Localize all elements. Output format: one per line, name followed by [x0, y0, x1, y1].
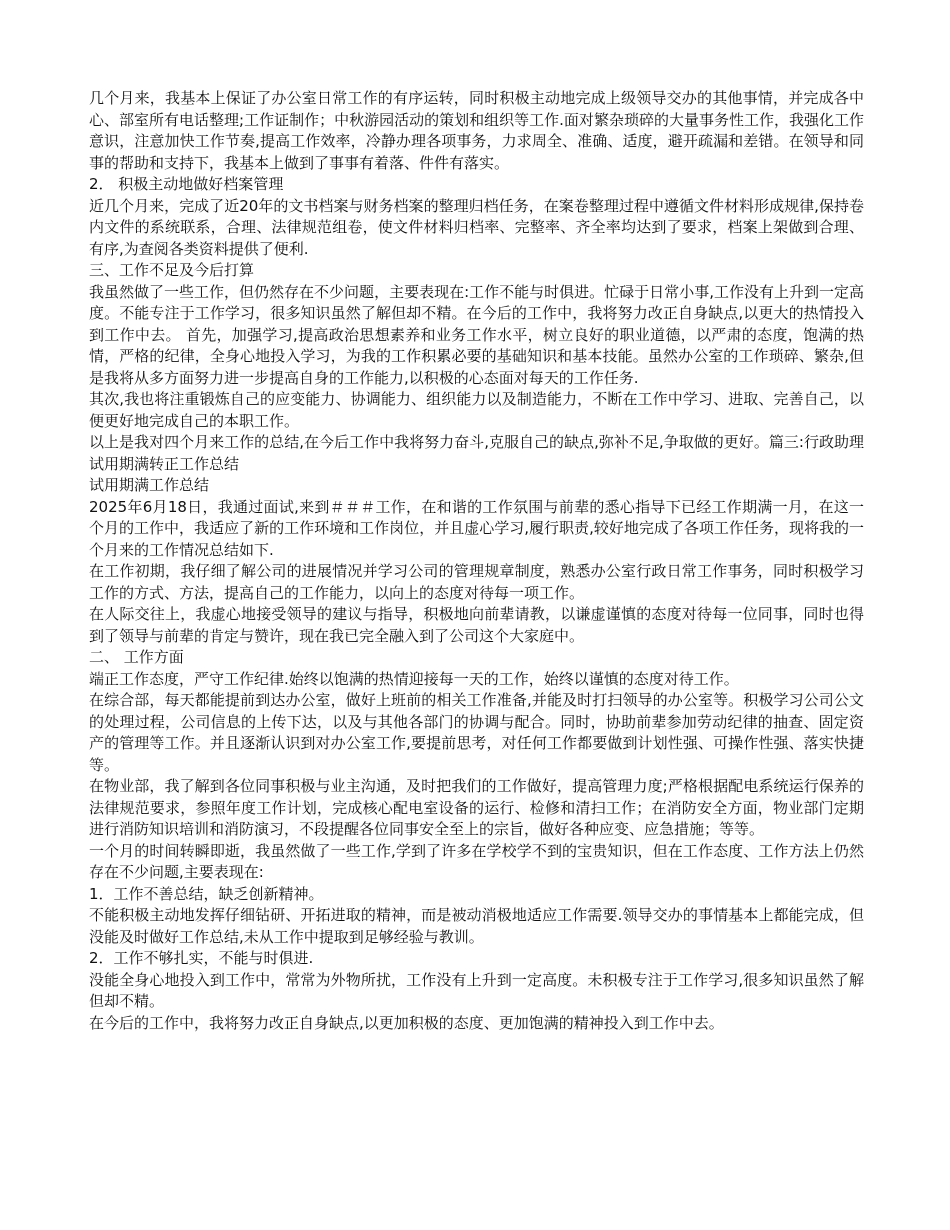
paragraph: 其次,我也将注重锻炼自己的应变能力、协调能力、组织能力以及制造能力，不断在工作中学习、进取、完善自己，以便更好地完成自己的本职工作。 — [89, 390, 864, 430]
paragraph: 2025年6月18日，我通过面试,来到＃＃＃工作，在和谐的工作氛围与前辈的悉心指导下已经工作期满一月，在这一个月的工作中，我适应了新的工作环境和工作岗位，并且虚心学习,履行职责,较好地完成了各项工作任务，现将我的一个月来的工作情况总结如下. — [89, 497, 864, 559]
paragraph: 几个月来，我基本上保证了办公室日常工作的有序运转，同时积极主动地完成上级领导交办的其他事情，并完成各中心、部室所有电话整理;工作证制作；中秋游园活动的策划和组织等工作.面对繁杂琐碎的大量事务性工作，我强化工作意识，注意加快工作节奏,提高工作效率，冷静办理各项事务，力求周全、准确、适度，避开疏漏和差错。在领导和同事的帮助和支持下，我基本上做到了事事有着落、件件有落实。 — [89, 89, 864, 172]
section-heading: 二、 工作方面 — [89, 648, 184, 666]
paragraph: 在综合部，每天都能提前到达办公室，做好上班前的相关工作准备,并能及时打扫领导的办公室等。积极学习公司公文的处理过程，公司信息的上传下达，以及与其他各部门的协调与配合。同时，协助前辈参加劳动纪律的抽查、固定资产的管理等工作。并且逐渐认识到对办公室工作,要提前思考，对任何工作都要做到计划性强、可操作性强、落实快捷等。 — [89, 691, 864, 774]
paragraph: 在物业部，我了解到各位同事积极与业主沟通，及时把我们的工作做好，提高管理力度;严格根据配电系统运行保养的法律规范要求，参照年度工作计划，完成核心配电室设备的运行、检修和清扫工作；在消防安全方面，物业部门定期进行消防知识培训和消防演习，不段提醒各位同事安全至上的宗旨，做好各种应变、应急措施；等等。 — [89, 777, 864, 838]
paragraph: 不能积极主动地发挥仔细钻研、开拓进取的精神，而是被动消极地适应工作需要.领导交办的事情基本上都能完成，但没能及时做好工作总结,未从工作中提取到足够经验与教训。 — [89, 906, 864, 946]
paragraph: 近几个月来，完成了近20年的文书档案与财务档案的整理归档任务，在案卷整理过程中遵循文件材料形成规律,保持卷内文件的系统联系，合理、法律规范组卷，使文件材料归档率、完整率、齐全率均达到了要求，档案上架做到合理、有序,为查阅各类资料提供了便利. — [89, 196, 864, 258]
section-heading: 1．工作不善总结，缺乏创新精神。 — [89, 884, 324, 903]
section-heading: 2．工作不够扎实，不能与时俱进. — [89, 949, 314, 967]
paragraph: 我虽然做了一些工作，但仍然存在不少问题，主要表现在:工作不能与时俱进。忙碌于日常小事,工作没有上升到一定高度。不能专注于工作学习，很多知识虽然了解但却不精。在今后的工作中，我将努力改正自身缺点,以更大的热情投入到工作中去。 首先，加强学习,提高政治思想素养和业务工作水平，树立良好的职业道德，以严肃的态度，饱满的热情，严格的纪律，全身心地投入学习，为我的工作积累必要的基础知识和基本技能。虽然办公室的工作琐碎、繁杂,但是我将从多方面努力进一步提高自身的工作能力,以积极的心态面对每天的工作任务. — [89, 282, 864, 387]
section-heading: 三、工作不足及今后打算 — [89, 261, 255, 279]
section-heading: 2． 积极主动地做好档案管理 — [89, 175, 284, 193]
paragraph: 一个月的时间转瞬即逝，我虽然做了一些工作,学到了许多在学校学不到的宝贵知识，但在工作态度、工作方法上仍然存在不少问题,主要表现在: — [89, 841, 864, 881]
paragraph: 在今后的工作中，我将努力改正自身缺点,以更加积极的态度、更加饱满的精神投入到工作中去。 — [89, 1013, 724, 1032]
section-heading: 试用期满工作总结 — [89, 476, 210, 494]
paragraph: 在人际交往上，我虚心地接受领导的建议与指导，积极地向前辈请教，以谦虚谨慎的态度对待每一位同事，同时也得到了领导与前辈的肯定与赞许，现在我已完全融入到了公司这个大家庭中。 — [89, 605, 864, 645]
paragraph: 端正工作态度，严守工作纪律.始终以饱满的热情迎接每一天的工作，始终以谨慎的态度对待工作。 — [89, 669, 739, 688]
paragraph: 没能全身心地投入到工作中，常常为外物所扰，工作没有上升到一定高度。未积极专注于工作学习,很多知识虽然了解但却不精。 — [89, 970, 864, 1010]
paragraph: 以上是我对四个月来工作的总结,在今后工作中我将努力奋斗,克服自己的缺点,弥补不足,争取做的更好。篇三:行政助理试用期满转正工作总结 — [89, 433, 864, 473]
paragraph: 在工作初期，我仔细了解公司的进展情况并学习公司的管理规章制度，熟悉办公室行政日常工作事务，同时积极学习工作的方式、方法，提高自己的工作能力，以向上的态度对待每一项工作。 — [89, 562, 864, 602]
document-body — [89, 88, 864, 1034]
